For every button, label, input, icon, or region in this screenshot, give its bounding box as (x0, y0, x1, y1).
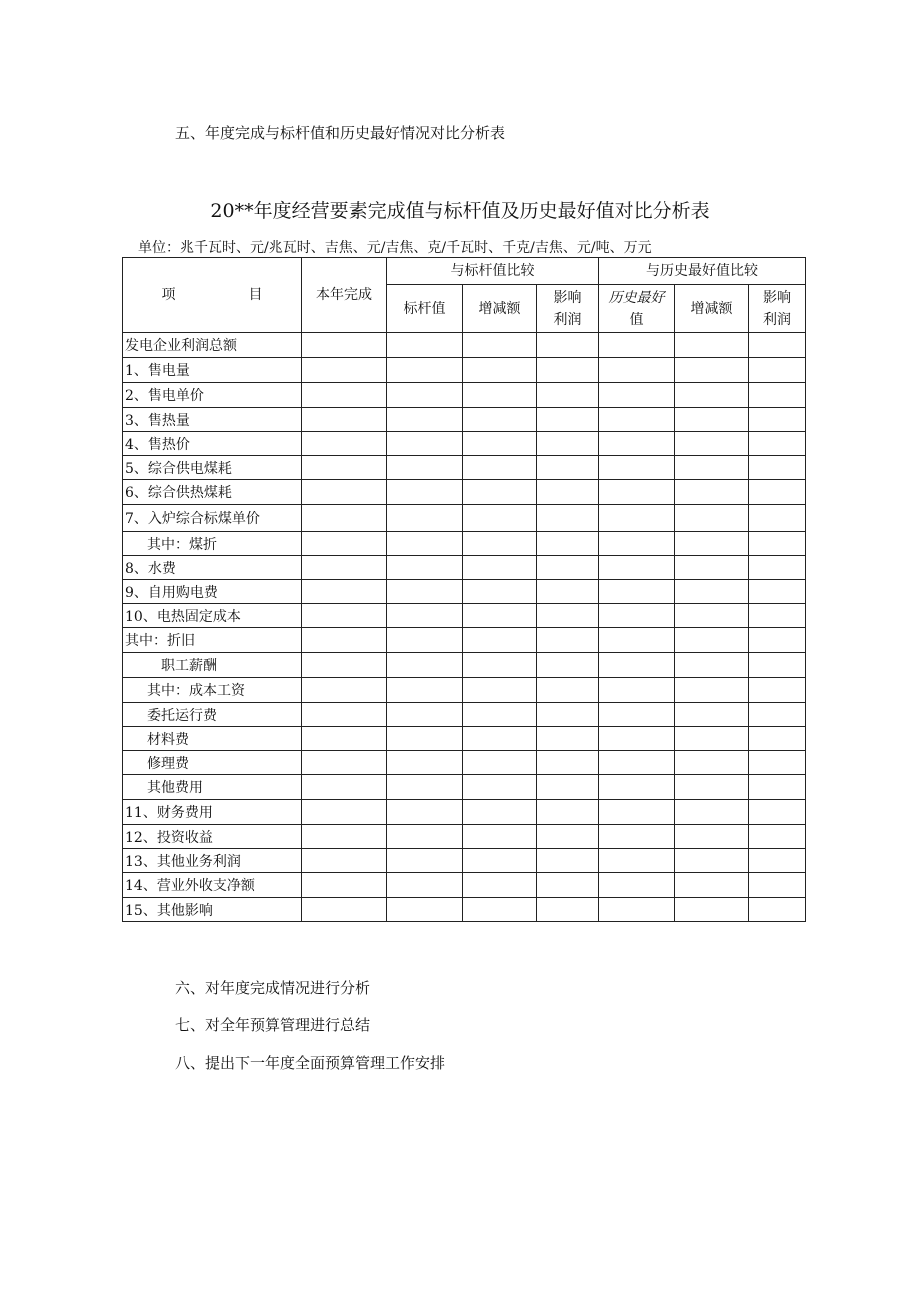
table-cell (675, 751, 749, 775)
table-cell (675, 480, 749, 505)
table-cell (463, 556, 537, 580)
table-cell (749, 333, 806, 358)
table-cell (599, 333, 675, 358)
table-cell (302, 703, 387, 727)
table-cell (302, 432, 387, 456)
row-label: 13、其他业务利润 (123, 849, 302, 873)
table-row (123, 580, 806, 604)
row-label: 发电企业利润总额 (123, 333, 302, 358)
row-label: 职工薪酬 (123, 653, 302, 678)
header-current-year: 本年完成 (302, 258, 387, 333)
table-cell (463, 678, 537, 703)
table-cell (749, 727, 806, 751)
header-history-best (599, 285, 675, 333)
table-row (123, 505, 806, 532)
table-cell (302, 532, 387, 556)
table-cell (302, 333, 387, 358)
table-cell (463, 653, 537, 678)
table-cell (537, 703, 599, 727)
table-cell (463, 333, 537, 358)
header-item (123, 258, 302, 333)
header-history-best-line2: 值 (629, 311, 644, 328)
table-cell (463, 628, 537, 653)
document-title: 20**年度经营要素完成值与标杆值及历史最好值对比分析表 (210, 200, 710, 222)
table-cell (675, 873, 749, 898)
table-cell (599, 532, 675, 556)
header-item-right: 目 (248, 287, 263, 303)
table-row (123, 775, 806, 800)
table-cell (302, 849, 387, 873)
table-cell (599, 653, 675, 678)
table-cell (749, 678, 806, 703)
table-cell (463, 532, 537, 556)
table-row (123, 456, 806, 480)
table-cell (387, 333, 463, 358)
section-heading-eight: 八、提出下一年度全面预算管理工作安排 (175, 1054, 446, 1072)
table-cell (537, 408, 599, 432)
table-row (123, 800, 806, 825)
table-cell (537, 653, 599, 678)
table-cell (463, 703, 537, 727)
section-heading-five: 五、年度完成与标杆值和历史最好情况对比分析表 (175, 124, 506, 142)
table-cell (675, 333, 749, 358)
table-cell (749, 751, 806, 775)
table-cell (387, 480, 463, 505)
table-cell (463, 408, 537, 432)
table-row (123, 358, 806, 383)
table-cell (302, 800, 387, 825)
section-heading-seven: 七、对全年预算管理进行总结 (175, 1016, 371, 1034)
table-cell (599, 604, 675, 628)
row-label: 15、其他影响 (123, 898, 302, 922)
table-cell (463, 873, 537, 898)
header-benchmark-value: 标杆值 (387, 285, 463, 333)
table-cell (387, 898, 463, 922)
table-cell (749, 898, 806, 922)
header-benchmark-change: 增减额 (463, 285, 537, 333)
table-cell (463, 580, 537, 604)
table-cell (749, 703, 806, 727)
table-cell (387, 653, 463, 678)
table-cell (463, 456, 537, 480)
table-row (123, 604, 806, 628)
table-cell (749, 432, 806, 456)
table-cell (537, 800, 599, 825)
row-label: 11、财务费用 (123, 800, 302, 825)
table-cell (749, 358, 806, 383)
table-cell (302, 775, 387, 800)
header-history-change: 增减额 (675, 285, 749, 333)
table-cell (463, 358, 537, 383)
table-cell (675, 703, 749, 727)
table-cell (302, 653, 387, 678)
table-cell (463, 383, 537, 408)
table-cell (302, 678, 387, 703)
row-label: 4、售热价 (123, 432, 302, 456)
header-history-group: 与历史最好值比较 (599, 258, 806, 285)
table-cell (302, 480, 387, 505)
table-cell (537, 849, 599, 873)
table-cell (302, 383, 387, 408)
table-cell (749, 604, 806, 628)
table-cell (599, 383, 675, 408)
table-row (123, 333, 806, 358)
header-benchmark-impact (537, 285, 599, 333)
row-label: 委托运行费 (123, 703, 302, 727)
row-label: 14、营业外收支净额 (123, 873, 302, 898)
table-cell (387, 505, 463, 532)
table-cell (463, 505, 537, 532)
row-label: 其中：成本工资 (123, 678, 302, 703)
row-label: 7、入炉综合标煤单价 (123, 505, 302, 532)
table-cell (387, 727, 463, 751)
table-row (123, 432, 806, 456)
table-cell (675, 898, 749, 922)
header-benchmark-impact-line2: 利润 (553, 311, 582, 328)
table-cell (749, 580, 806, 604)
table-cell (537, 532, 599, 556)
table-row (123, 653, 806, 678)
table-cell (749, 873, 806, 898)
table-cell (387, 825, 463, 849)
header-history-impact-line2: 利润 (763, 311, 792, 328)
table-cell (302, 358, 387, 383)
table-cell (749, 480, 806, 505)
table-cell (749, 825, 806, 849)
table-cell (675, 604, 749, 628)
table-cell (302, 505, 387, 532)
table-cell (302, 456, 387, 480)
table-row (123, 678, 806, 703)
table-cell (675, 408, 749, 432)
table-cell (599, 408, 675, 432)
table-cell (675, 678, 749, 703)
header-benchmark-group: 与标杆值比较 (387, 258, 599, 285)
table-row (123, 408, 806, 432)
section-heading-six: 六、对年度完成情况进行分析 (175, 979, 371, 997)
table-cell (749, 775, 806, 800)
table-cell (675, 505, 749, 532)
table-cell (749, 408, 806, 432)
table-cell (537, 432, 599, 456)
table-cell (749, 628, 806, 653)
table-cell (675, 628, 749, 653)
table-cell (599, 727, 675, 751)
header-history-impact-line1: 影响 (763, 289, 792, 306)
table-cell (463, 751, 537, 775)
table-cell (387, 532, 463, 556)
table-cell (463, 432, 537, 456)
table-cell (463, 604, 537, 628)
row-label: 3、售热量 (123, 408, 302, 432)
table-row (123, 849, 806, 873)
table-cell (537, 678, 599, 703)
table-row (123, 825, 806, 849)
row-label: 其中：煤折 (123, 532, 302, 556)
table-cell (387, 751, 463, 775)
table-cell (599, 825, 675, 849)
table-cell (387, 580, 463, 604)
row-label: 12、投资收益 (123, 825, 302, 849)
table-cell (537, 383, 599, 408)
table-cell (599, 678, 675, 703)
table-cell (599, 580, 675, 604)
table-row (123, 628, 806, 653)
table-cell (749, 556, 806, 580)
table-cell (387, 800, 463, 825)
table-row (123, 383, 806, 408)
table-cell (463, 849, 537, 873)
table-cell (599, 432, 675, 456)
row-label: 材料费 (123, 727, 302, 751)
table-cell (675, 849, 749, 873)
table-cell (675, 556, 749, 580)
table-cell (675, 653, 749, 678)
table-cell (599, 775, 675, 800)
header-history-best-line1: 历史最好 (608, 289, 665, 306)
header-history-impact (749, 285, 806, 333)
table-cell (302, 408, 387, 432)
table-cell (537, 333, 599, 358)
table-cell (463, 825, 537, 849)
table-cell (387, 432, 463, 456)
table-row (123, 556, 806, 580)
table-cell (599, 358, 675, 383)
table-cell (302, 727, 387, 751)
table-cell (302, 604, 387, 628)
table-cell (537, 556, 599, 580)
table-cell (675, 358, 749, 383)
row-label: 9、自用购电费 (123, 580, 302, 604)
table-row (123, 873, 806, 898)
header-item-left: 项 (161, 287, 176, 303)
row-label: 其中：折旧 (123, 628, 302, 653)
table-cell (537, 358, 599, 383)
table-cell (675, 800, 749, 825)
table-cell (537, 727, 599, 751)
table-cell (537, 825, 599, 849)
table-cell (463, 775, 537, 800)
table-cell (599, 505, 675, 532)
header-benchmark-impact-line1: 影响 (553, 289, 582, 306)
table-cell (302, 873, 387, 898)
table-cell (599, 628, 675, 653)
table-cell (675, 727, 749, 751)
row-label: 其他费用 (123, 775, 302, 800)
table-cell (537, 898, 599, 922)
table-cell (675, 775, 749, 800)
table-cell (537, 628, 599, 653)
table-row (123, 727, 806, 751)
row-label: 6、综合供热煤耗 (123, 480, 302, 505)
table-row (123, 898, 806, 922)
table-body (123, 333, 806, 922)
table-cell (749, 505, 806, 532)
row-label: 10、电热固定成本 (123, 604, 302, 628)
table-cell (675, 580, 749, 604)
table-row (123, 703, 806, 727)
table-cell (749, 456, 806, 480)
table-cell (387, 703, 463, 727)
table-row (123, 480, 806, 505)
row-label: 1、售电量 (123, 358, 302, 383)
table-cell (463, 727, 537, 751)
table-cell (387, 628, 463, 653)
table-cell (749, 800, 806, 825)
row-label: 2、售电单价 (123, 383, 302, 408)
table-cell (599, 800, 675, 825)
table-cell (599, 480, 675, 505)
table-cell (302, 898, 387, 922)
table-cell (537, 456, 599, 480)
table-cell (537, 751, 599, 775)
row-label: 5、综合供电煤耗 (123, 456, 302, 480)
table-cell (749, 383, 806, 408)
table-cell (537, 480, 599, 505)
table-cell (675, 825, 749, 849)
table-cell (302, 825, 387, 849)
table-cell (749, 532, 806, 556)
table-row (123, 751, 806, 775)
table-cell (599, 849, 675, 873)
table-cell (387, 408, 463, 432)
table-cell (537, 505, 599, 532)
table-cell (387, 849, 463, 873)
row-label: 修理费 (123, 751, 302, 775)
table-cell (599, 556, 675, 580)
table-cell (675, 383, 749, 408)
table-cell (387, 383, 463, 408)
table-cell (463, 480, 537, 505)
table-cell (599, 703, 675, 727)
table-cell (302, 628, 387, 653)
table-cell (387, 678, 463, 703)
table-cell (599, 456, 675, 480)
table-cell (387, 556, 463, 580)
table-cell (387, 456, 463, 480)
table-cell (302, 580, 387, 604)
table-cell (302, 751, 387, 775)
table-cell (463, 800, 537, 825)
table-cell (599, 751, 675, 775)
table-cell (387, 873, 463, 898)
table-cell (537, 604, 599, 628)
unit-line: 单位：兆千瓦时、元/兆瓦时、吉焦、元/吉焦、克/千瓦时、千克/吉焦、元/吨、万元 (138, 240, 652, 256)
table-cell (599, 898, 675, 922)
table-cell (599, 873, 675, 898)
table-cell (387, 775, 463, 800)
table-cell (537, 873, 599, 898)
comparison-table (122, 257, 806, 922)
table-cell (675, 532, 749, 556)
table-cell (749, 653, 806, 678)
table-cell (463, 898, 537, 922)
table-cell (387, 604, 463, 628)
table-cell (537, 580, 599, 604)
table-cell (537, 775, 599, 800)
table-cell (387, 358, 463, 383)
table-cell (675, 432, 749, 456)
table-cell (302, 556, 387, 580)
table-cell (675, 456, 749, 480)
row-label: 8、水费 (123, 556, 302, 580)
table-cell (749, 849, 806, 873)
table-row (123, 532, 806, 556)
